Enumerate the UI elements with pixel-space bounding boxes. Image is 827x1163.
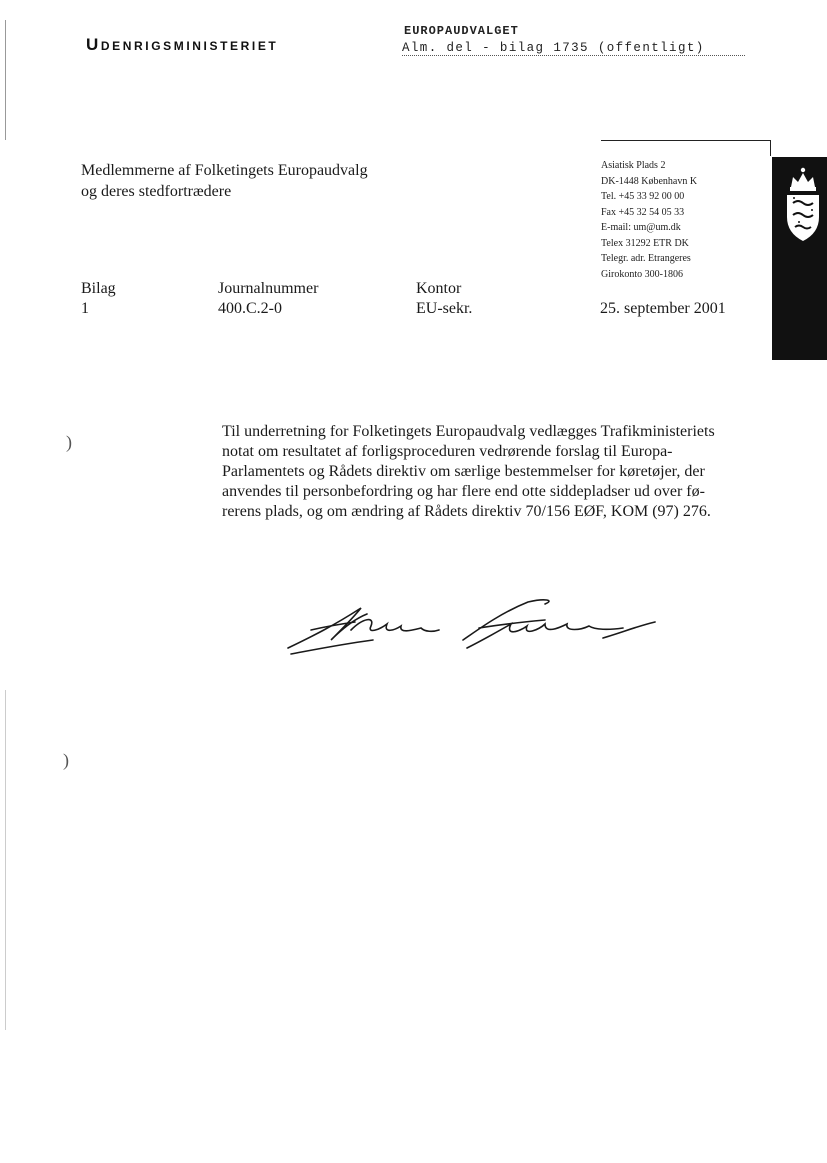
address-rule xyxy=(601,140,771,141)
body-line: anvendes til personbefordring og har flere end otte siddepladser ud over fø- xyxy=(222,483,705,500)
scan-margin-line xyxy=(5,690,6,1030)
address-block xyxy=(601,158,697,282)
body-line: Til underretning for Folketingets Europaudvalg vedlægges Trafikministeriets xyxy=(222,423,715,440)
stamp-title: EUROPAUDVALGET xyxy=(404,24,519,38)
scan-margin-line xyxy=(5,20,6,140)
bilag-field xyxy=(81,279,116,319)
bilag-label: Bilag xyxy=(81,280,116,297)
address-telex: Telex 31292 ETR DK xyxy=(601,237,689,249)
body-line: notat om resultatet af forligsproceduren vedrørende forslag til Europa- xyxy=(222,443,673,460)
address-city: DK-1448 København K xyxy=(601,175,698,187)
scan-mark: ) xyxy=(63,750,69,770)
address-street: Asiatisk Plads 2 xyxy=(601,160,666,171)
kontor-field xyxy=(416,279,472,319)
journal-field xyxy=(218,279,318,319)
address-rule xyxy=(770,140,771,156)
address-tel: Tel. +45 33 92 00 00 xyxy=(601,191,685,202)
kontor-label: Kontor xyxy=(416,280,462,297)
royal-crest-icon xyxy=(779,165,827,245)
journal-value: 400.C.2-0 xyxy=(218,300,282,317)
address-email: E-mail: um@um.dk xyxy=(601,222,681,233)
stamp-reference: Alm. del - bilag 1735 (offentligt) xyxy=(402,41,745,56)
bilag-value: 1 xyxy=(81,300,89,317)
journal-label: Journalnummer xyxy=(218,280,319,297)
recipient-line: og deres stedfortrædere xyxy=(81,183,232,200)
letter-body xyxy=(222,422,767,522)
letter-date: 25. september 2001 xyxy=(600,300,726,317)
address-fax: Fax +45 32 54 05 33 xyxy=(601,206,685,218)
scan-mark: ) xyxy=(66,432,72,452)
body-line: Parlamentets og Rådets direktiv om særlige bestemmelser for køretøjer, der xyxy=(222,463,705,480)
body-line: rerens plads, og om ændring af Rådets direktiv 70/156 EØF, KOM (97) 276. xyxy=(222,503,711,520)
recipient-block xyxy=(81,160,368,202)
address-telegr: Telegr. adr. Etrangeres xyxy=(601,253,691,264)
kontor-value: EU-sekr. xyxy=(416,300,473,317)
recipient-line: Medlemmerne af Folketingets Europaudvalg xyxy=(81,162,368,179)
ministry-name: Udenrigsministeriet xyxy=(86,35,279,54)
address-giro: Girokonto 300-1806 xyxy=(601,268,683,280)
handwritten-signature xyxy=(283,596,663,656)
